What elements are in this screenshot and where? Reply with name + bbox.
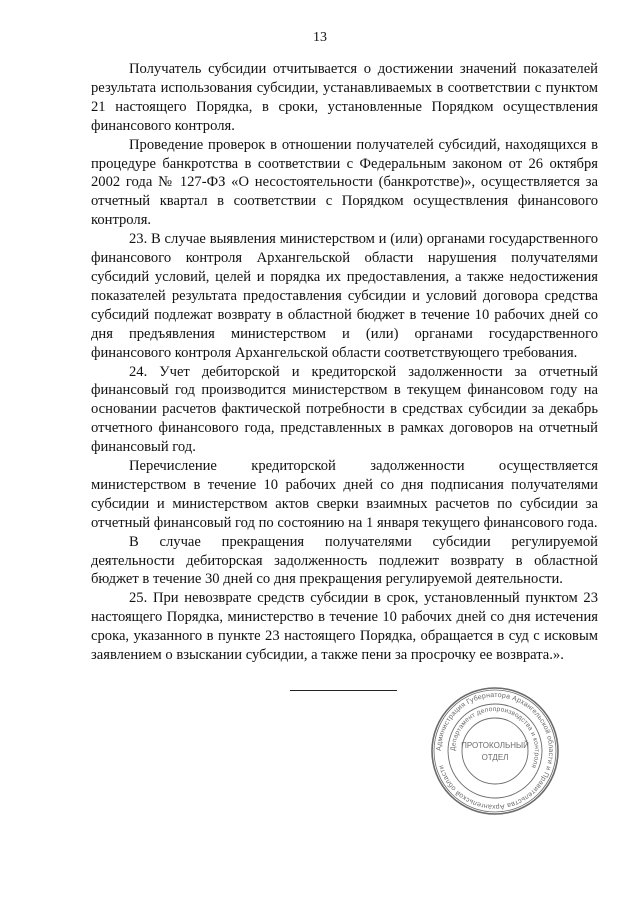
end-separator-line (290, 690, 397, 691)
stamp-center-line2: ОТДЕЛ (481, 753, 509, 762)
paragraph-termination: В случае прекращения получателями субсидии регулируемой деятельности дебиторская задолженность подлежит возврату в областной бюджет в течение 30 дней со дня прекращения регулируемой деятельности. (91, 533, 598, 588)
page-number: 13 (313, 30, 327, 45)
official-seal-stamp (430, 686, 560, 816)
stamp-center-line1: ПРОТОКОЛЬНЫЙ (461, 741, 529, 750)
document-body (91, 60, 598, 665)
paragraph-item-24: 24. Учет дебиторской и кредиторской задолженности за отчетный финансовый год производится министерством в текущем финансовом году на основании расчетов фактической потребности в средствах субсидии за декабрь отчетного финансового года, представленных в рамках договоров на отчетный финансовый год. (91, 363, 598, 456)
paragraph-creditor-debt: Перечисление кредиторской задолженности осуществляется министерством в течение 10 рабочих дней со дня подписания получателями субсидии и министерством актов сверки взаимных расчетов по субсидии за отчетный финансовый год по состоянию на 1 января текущего финансового года. (91, 458, 598, 531)
stamp-inner-ring-text: Департамент делопроизводства и контроля (449, 705, 541, 770)
paragraph-item-25: 25. При невозврате средств субсидии в срок, установленный пунктом 23 настоящего Порядка, министерство в течение 10 рабочих дней со дня истечения срока, указанного в пункте 23 настоящего Порядка, обращается в суд с исковым заявлением о взыскании субсидии, а также пени за просрочку ее возврата.». (91, 590, 598, 664)
paragraph-report: Получатель субсидии отчитывается о достижении значений показателей результата использования субсидии, устанавливаемых в соответствии с пунктом 21 настоящего Порядка, в сроки, установленные Порядком осуществления финансового контроля. (91, 61, 598, 134)
paragraph-bankruptcy-checks: Проведение проверок в отношении получателей субсидий, находящихся в процедуре банкротства в соответствии с Федеральным законом от 26 октября 2002 года № 127-ФЗ «О несостоятельности (банкротстве)», осуществляется за отчетный квартал в соответствии с Порядком осуществления финансового контроля. (91, 136, 598, 229)
paragraph-item-23: 23. В случае выявления министерством и (или) органами государственного финансового контроля Архангельской области нарушения получателями субсидий условий, целей и порядка их предоставления, а также недостижения показателей результата предоставления субсидии и условий договора средства субсидий подлежат возврату в областной бюджет в течение 10 рабочих дней со дня предъявления министерством и (или) органами государственного финансового контроля Архангельской области соответствующего требования. (91, 231, 598, 361)
stamp-outer-ring-text: Администрация Губернатора Архангельской области и Правительства Архангельской области (435, 691, 555, 811)
